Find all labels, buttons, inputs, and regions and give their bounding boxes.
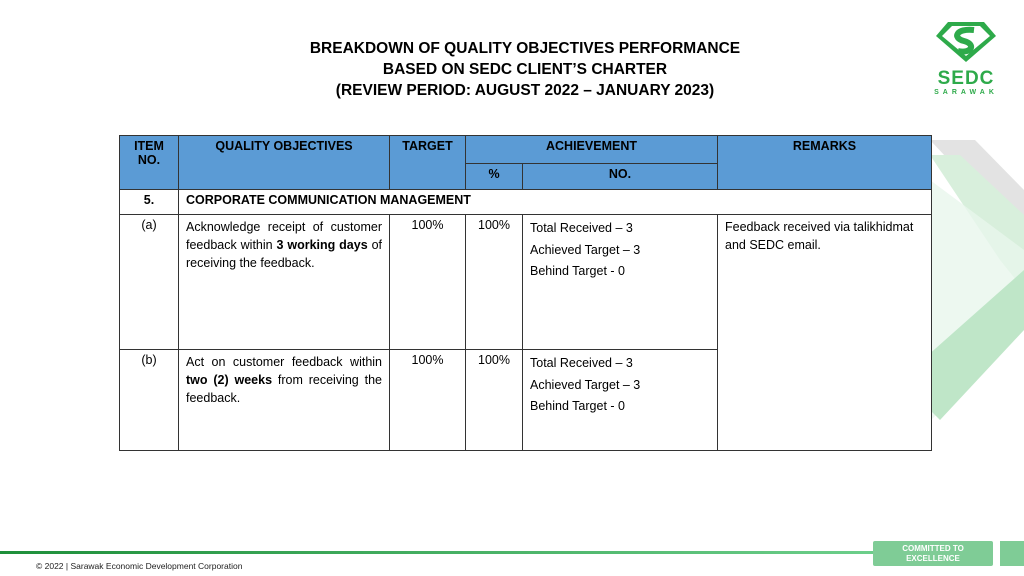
title-line-1: BREAKDOWN OF QUALITY OBJECTIVES PERFORMANCE <box>309 40 741 57</box>
table-row <box>120 215 932 350</box>
objective-text: Acknowledge receipt of customer feedback within <box>186 220 382 252</box>
header-objectives: QUALITY OBJECTIVES <box>179 136 390 190</box>
logo-sub: SARAWAK <box>934 89 998 96</box>
behind-target: Behind Target - 0 <box>530 399 625 413</box>
objective-text: Act on customer feedback within <box>186 355 382 369</box>
objective-bold: 3 working days <box>276 238 368 252</box>
row-numbers <box>523 350 718 451</box>
header-achievement: ACHIEVEMENT <box>466 136 718 164</box>
row-percent: 100% <box>466 350 523 451</box>
header-item-no: ITEM NO. <box>120 136 179 190</box>
header-percent: % <box>466 164 523 190</box>
header-target: TARGET <box>390 136 466 190</box>
quality-objectives-table <box>119 135 932 451</box>
objective-bold: two (2) weeks <box>186 373 273 387</box>
section-no: 5. <box>120 190 179 215</box>
title-line-2: BASED ON SEDC CLIENT’S CHARTER <box>382 61 668 78</box>
achieved-target: Achieved Target – 3 <box>530 242 641 257</box>
row-objective <box>179 350 390 451</box>
badge-tab <box>1000 541 1024 566</box>
row-remarks: Feedback received via talikhidmat and SEDC email. <box>718 215 932 451</box>
row-target: 100% <box>390 215 466 350</box>
diamond-logo-icon <box>934 20 998 64</box>
row-item: (b) <box>120 350 179 451</box>
objective-text: from receiving the feedback. <box>186 373 382 405</box>
section-row <box>120 190 932 215</box>
title-line-3: (REVIEW PERIOD: AUGUST 2022 – JANUARY 2023) <box>335 82 715 99</box>
row-objective <box>179 215 390 350</box>
row-target: 100% <box>390 350 466 451</box>
row-percent: 100% <box>466 215 523 350</box>
page-title <box>200 38 850 101</box>
objective-text: of receiving the feedback. <box>186 238 382 270</box>
header-no: NO. <box>523 164 718 190</box>
total-received: Total Received – 3 <box>530 356 633 370</box>
behind-target: Behind Target - 0 <box>530 264 625 278</box>
row-numbers <box>523 215 718 350</box>
sedc-logo <box>930 20 1002 96</box>
header-remarks: REMARKS <box>718 136 932 190</box>
total-received: Total Received – 3 <box>530 221 633 235</box>
committed-badge <box>873 541 993 566</box>
footer-copyright: © 2022 | Sarawak Economic Development Corporation <box>36 561 243 571</box>
logo-name: SEDC <box>937 68 995 89</box>
badge-text: COMMITTED TO EXCELLENCE <box>902 544 964 563</box>
footer-divider <box>0 551 880 554</box>
section-name: CORPORATE COMMUNICATION MANAGEMENT <box>179 190 932 215</box>
row-item: (a) <box>120 215 179 350</box>
achieved-target: Achieved Target – 3 <box>530 377 641 392</box>
